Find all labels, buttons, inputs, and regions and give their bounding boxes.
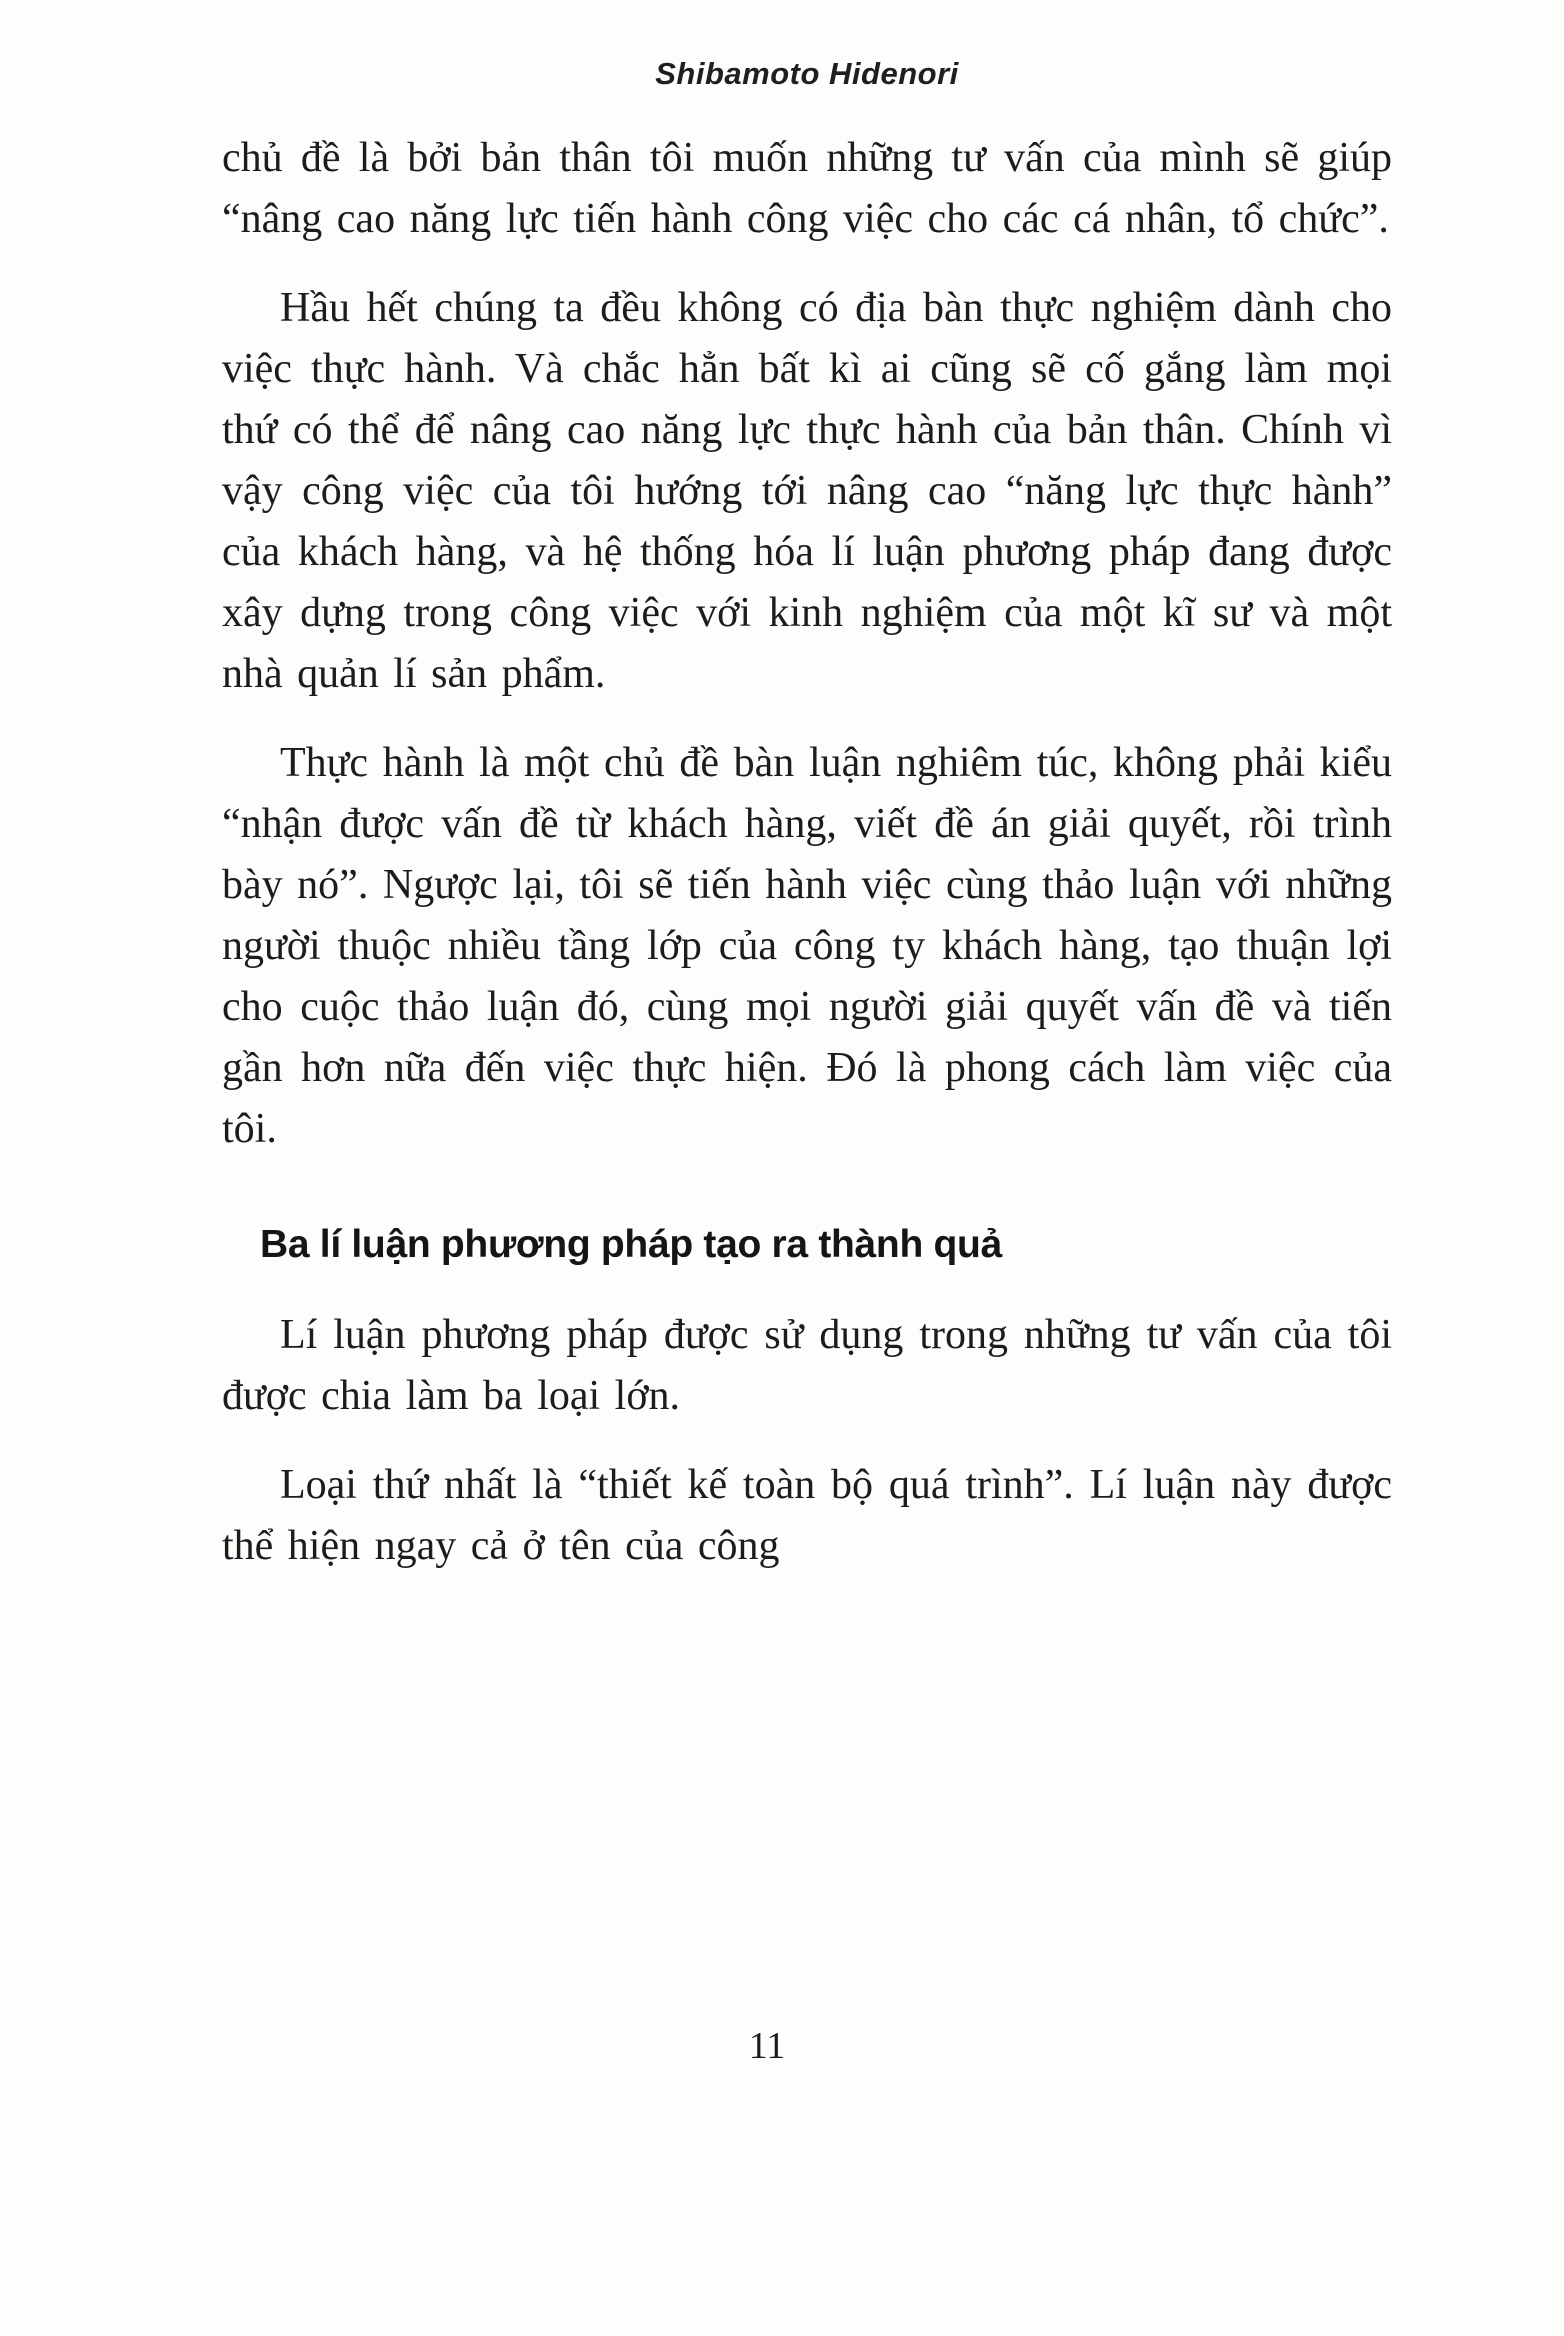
text-block xyxy=(222,128,1392,1577)
paragraph: Thực hành là một chủ đề bàn luận nghiêm túc, không phải kiểu “nhận được vấn đề từ khách hàng, viết đề án giải quyết, rồi trình bày nó”. Ngược lại, tôi sẽ tiến hành việc cùng thảo luận với những người thuộc nhiều tầng lớp của công ty khách hàng, tạo thuận lợi cho cuộc thảo luận đó, cùng mọi người giải quyết vấn đề và tiến gần hơn nữa đến việc thực hiện. Đó là phong cách làm việc của tôi. xyxy=(222,740,1392,1152)
running-header: Shibamoto Hidenori xyxy=(655,56,959,91)
page-number: 11 xyxy=(748,2025,786,2067)
paragraph: Loại thứ nhất là “thiết kế toàn bộ quá trình”. Lí luận này được thể hiện ngay cả ở tên của công xyxy=(222,1461,1392,1569)
paragraph: Hầu hết chúng ta đều không có địa bàn thực nghiệm dành cho việc thực hành. Và chắc hẳn bất kì ai cũng sẽ cố gắng làm mọi thứ có thể để nâng cao năng lực thực hành của bản thân. Chính vì vậy công việc của tôi hướng tới nâng cao “năng lực thực hành” của khách hàng, và hệ thống hóa lí luận phương pháp đang được xây dựng trong công việc với kinh nghiệm của một kĩ sư và một nhà quản lí sản phẩm. xyxy=(222,285,1392,697)
paragraph-continuation: chủ đề là bởi bản thân tôi muốn những tư vấn của mình sẽ giúp “nâng cao năng lực tiến hành công việc cho các cá nhân, tổ chức”. xyxy=(222,135,1392,242)
paragraph: Lí luận phương pháp được sử dụng trong những tư vấn của tôi được chia làm ba loại lớn. xyxy=(222,1311,1392,1419)
section-heading: Ba lí luận phương pháp tạo ra thành quả xyxy=(260,1223,1002,1266)
